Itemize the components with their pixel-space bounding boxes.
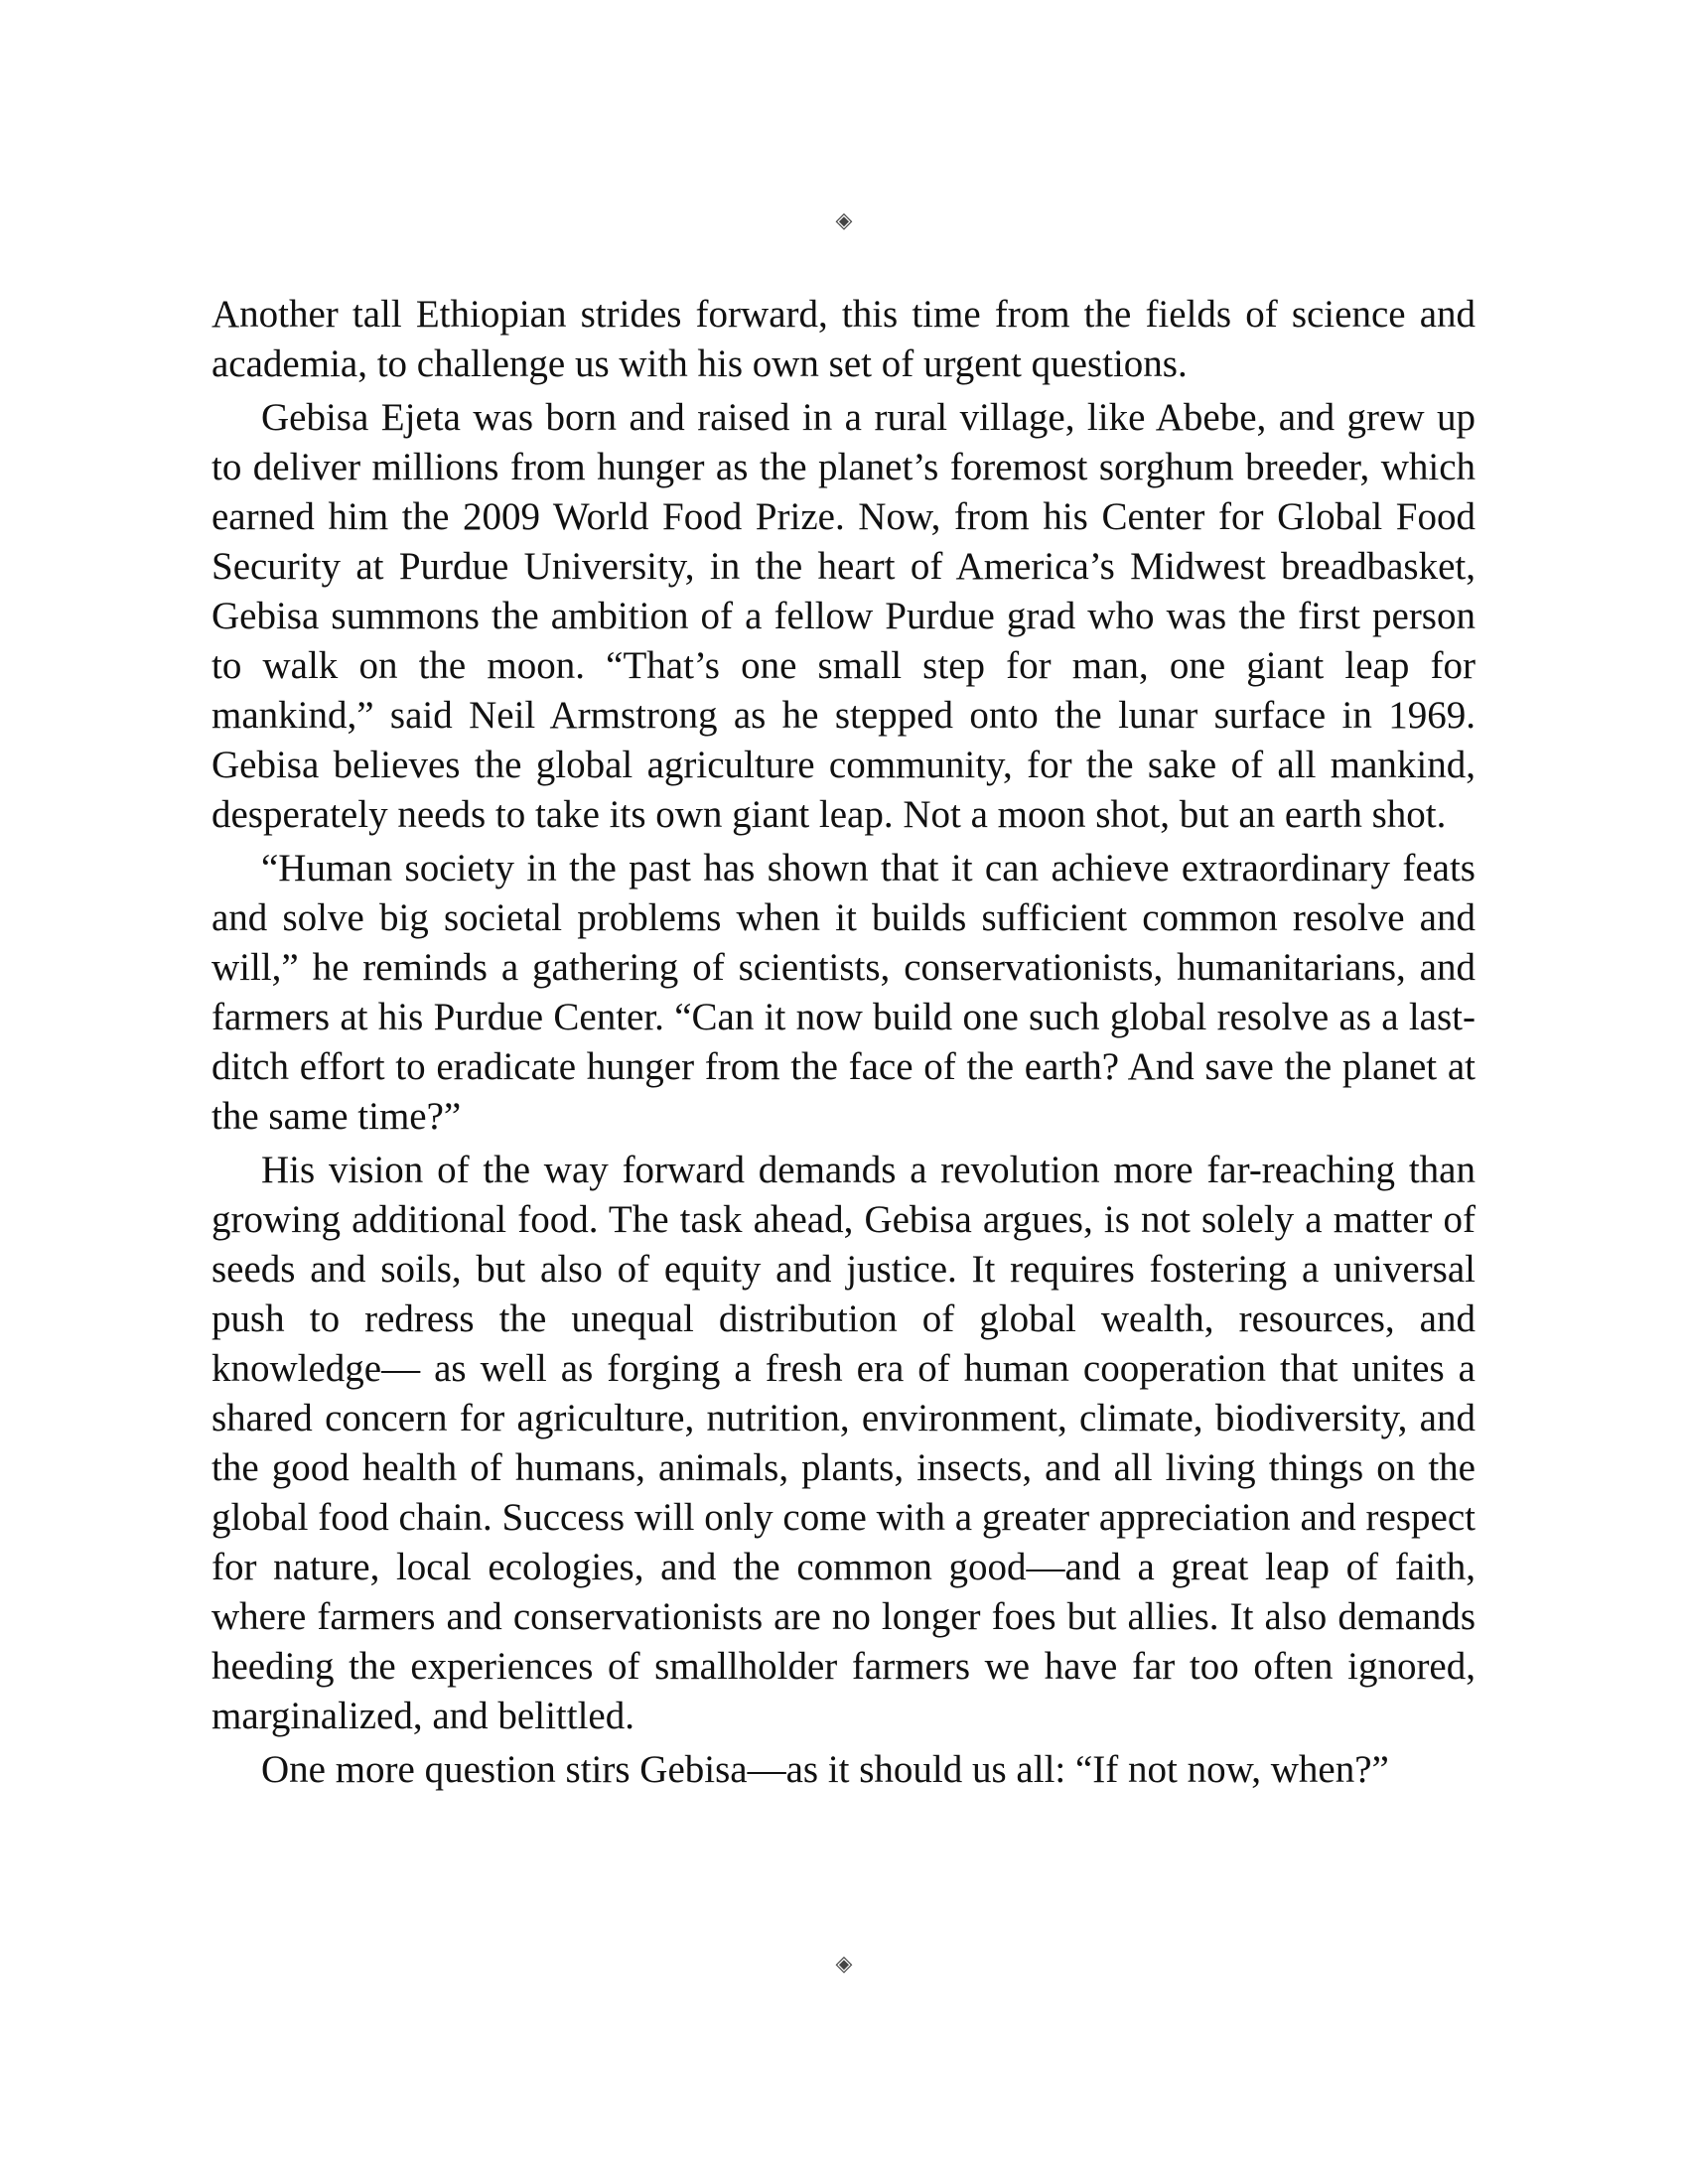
section-break-ornament-icon: ◈ — [835, 208, 853, 233]
paragraph-2: Gebisa Ejeta was born and raised in a rural village, like Abebe, and grew up to deliver millions from hunger as the planet’s foremost sorghum breeder, which earned him the 2009 World Food Prize. Now, from his Center for Global Food Security at Purdue University, in the heart of America’s Midwest breadbasket, Gebisa summons the ambition of a fellow Purdue grad who was the first person to walk on the moon. “That’s one small step for man, one giant leap for mankind,” said Neil Armstrong as he stepped onto the lunar surface in 1969. Gebisa believes the global agriculture community, for the sake of all mankind, desperately needs to take its own giant leap. Not a moon shot, but an earth shot. — [211, 396, 1476, 836]
paragraph-3: “Human society in the past has shown that it can achieve extraordinary feats and solve big societal problems when it builds sufficient common resolve and will,” he reminds a gathering of scientists, conservationists, humanitarians, and farmers at his Purdue Center. “Can it now build one such global resolve as a last-ditch effort to eradicate hunger from the face of the earth? And save the planet at the same time?” — [211, 847, 1476, 1138]
section-break-ornament-icon: ◈ — [835, 1952, 853, 1977]
body-text — [211, 290, 1476, 1799]
paragraph-5: One more question stirs Gebisa—as it should us all: “If not now, when?” — [261, 1748, 1389, 1791]
paragraph-4: His vision of the way forward demands a revolution more far-reaching than growing additional food. The task ahead, Gebisa argues, is not solely a matter of seeds and soils, but also of equity and justice. It requires fostering a universal push to redress the unequal distribution of global wealth, resources, and knowledge— as well as forging a fresh era of human cooperation that unites a shared concern for agriculture, nutrition, environment, climate, biodiversity, and the good health of humans, animals, plants, insects, and all living things on the global food chain. Success will only come with a greater appreciation and respect for nature, local ecologies, and the common good—and a great leap of faith, where farmers and conservationists are no longer foes but allies. It also demands heeding the experiences of smallholder farmers we have far too often ignored, marginalized, and belittled. — [211, 1149, 1476, 1737]
paragraph-1: Another tall Ethiopian strides forward, this time from the fields of science and academia, to challenge us with his own set of urgent questions. — [211, 293, 1476, 385]
